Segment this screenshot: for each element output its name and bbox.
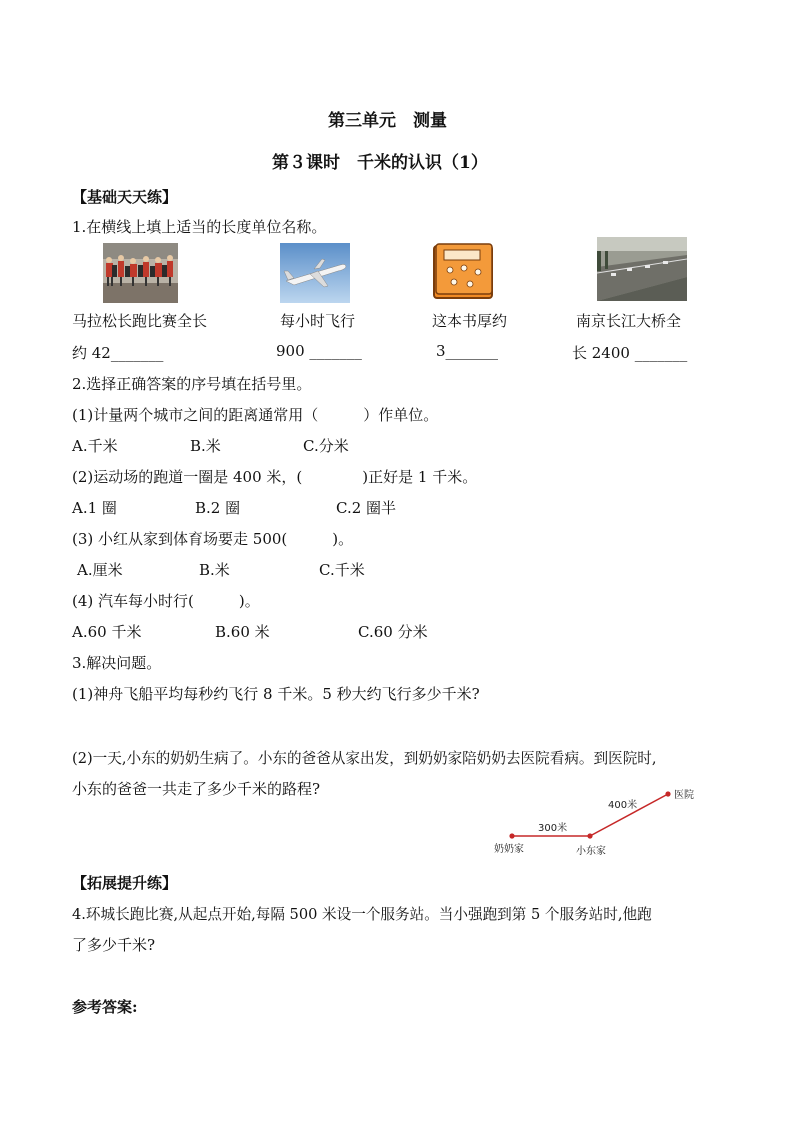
q1-prompt: 1.在横线上填上适当的长度单位名称。 xyxy=(72,218,327,236)
bridge-photo xyxy=(597,237,687,301)
q2-sub1-option-a[interactable]: A.千米 xyxy=(72,437,118,455)
q2-sub2-option-b[interactable]: B.2 圈 xyxy=(195,499,241,517)
q1-item2-blank[interactable]: 900 _______ xyxy=(276,342,362,360)
extend-section-heading: 【拓展提升练】 xyxy=(72,874,178,892)
airplane-photo xyxy=(280,243,350,303)
q1-item1-caption: 马拉松长跑比赛全长 xyxy=(72,312,208,330)
q2-sub2: (2)运动场的跑道一圈是 400 米，( )正好是 1 千米。 xyxy=(72,468,478,486)
q2-sub3-option-a[interactable]: A.厘米 xyxy=(77,561,123,579)
q4-line1: 4.环城长跑比赛,从起点开始,每隔 500 米设一个服务站。当小强跑到第 5 个服务站时,他跑 xyxy=(72,906,652,923)
q3-sub2-line1: (2)一天,小东的奶奶生病了。小东的爸爸从家出发，到奶奶家陪奶奶去医院看病。到医院时, xyxy=(72,750,657,767)
q2-sub4-option-b[interactable]: B.60 米 xyxy=(215,623,270,641)
q2-sub3-option-c[interactable]: C.千米 xyxy=(319,561,365,579)
basic-section-heading: 【基础天天练】 xyxy=(72,188,178,206)
q2-sub2-option-c[interactable]: C.2 圈半 xyxy=(336,499,397,517)
q2-sub4-option-c[interactable]: C.60 分米 xyxy=(358,623,428,641)
q3-sub2-line2: 小东的爸爸一共走了多少千米的路程? xyxy=(72,780,321,798)
grandma-home-dot xyxy=(509,833,514,838)
segment2-label: 400米 xyxy=(608,800,638,811)
q2-sub2-option-a[interactable]: A.1 圈 xyxy=(72,499,117,517)
answers-heading: 参考答案: xyxy=(72,998,138,1016)
xiaodong-home-dot xyxy=(587,833,592,838)
route-diagram xyxy=(488,786,728,858)
unit-title: 第三单元 测量 xyxy=(328,111,447,131)
lesson-title: 第３课时 千米的认识（1） xyxy=(272,153,488,173)
q1-item4-blank[interactable]: 长 2400 _______ xyxy=(572,344,688,362)
q3-sub1: (1)神舟飞船平均每秒约飞行 8 千米。5 秒大约飞行多少千米? xyxy=(72,685,480,703)
book-picture xyxy=(432,240,496,300)
hospital-dot xyxy=(665,791,670,796)
q1-item3-caption: 这本书厚约 xyxy=(432,312,508,330)
q1-item4-caption: 南京长江大桥全 xyxy=(576,312,682,330)
xiaodong-home-label: 小东家 xyxy=(576,846,606,857)
q2-sub1: (1)计量两个城市之间的距离通常用（ ）作单位。 xyxy=(72,406,439,424)
q2-sub4-option-a[interactable]: A.60 千米 xyxy=(72,623,142,641)
q2-sub1-option-c[interactable]: C.分米 xyxy=(303,437,349,455)
q1-item3-blank[interactable]: 3_______ xyxy=(436,342,499,360)
hospital-label: 医院 xyxy=(674,790,694,801)
marathon-photo xyxy=(103,243,178,303)
segment1-label: 300米 xyxy=(538,823,568,834)
q1-item1-blank[interactable]: 约 42_______ xyxy=(72,344,164,362)
q3-prompt: 3.解决问题。 xyxy=(72,654,162,672)
q1-item2-caption: 每小时飞行 xyxy=(280,312,356,330)
q4-line2: 了多少千米? xyxy=(72,936,156,954)
q2-prompt: 2.选择正确答案的序号填在括号里。 xyxy=(72,375,312,393)
grandma-home-label: 奶奶家 xyxy=(494,844,524,855)
q2-sub4: (4) 汽车每小时行( )。 xyxy=(72,592,260,610)
q2-sub1-option-b[interactable]: B.米 xyxy=(190,437,221,455)
q2-sub3-option-b[interactable]: B.米 xyxy=(199,561,230,579)
q2-sub3: (3) 小红从家到体育场要走 500( )。 xyxy=(72,530,354,548)
